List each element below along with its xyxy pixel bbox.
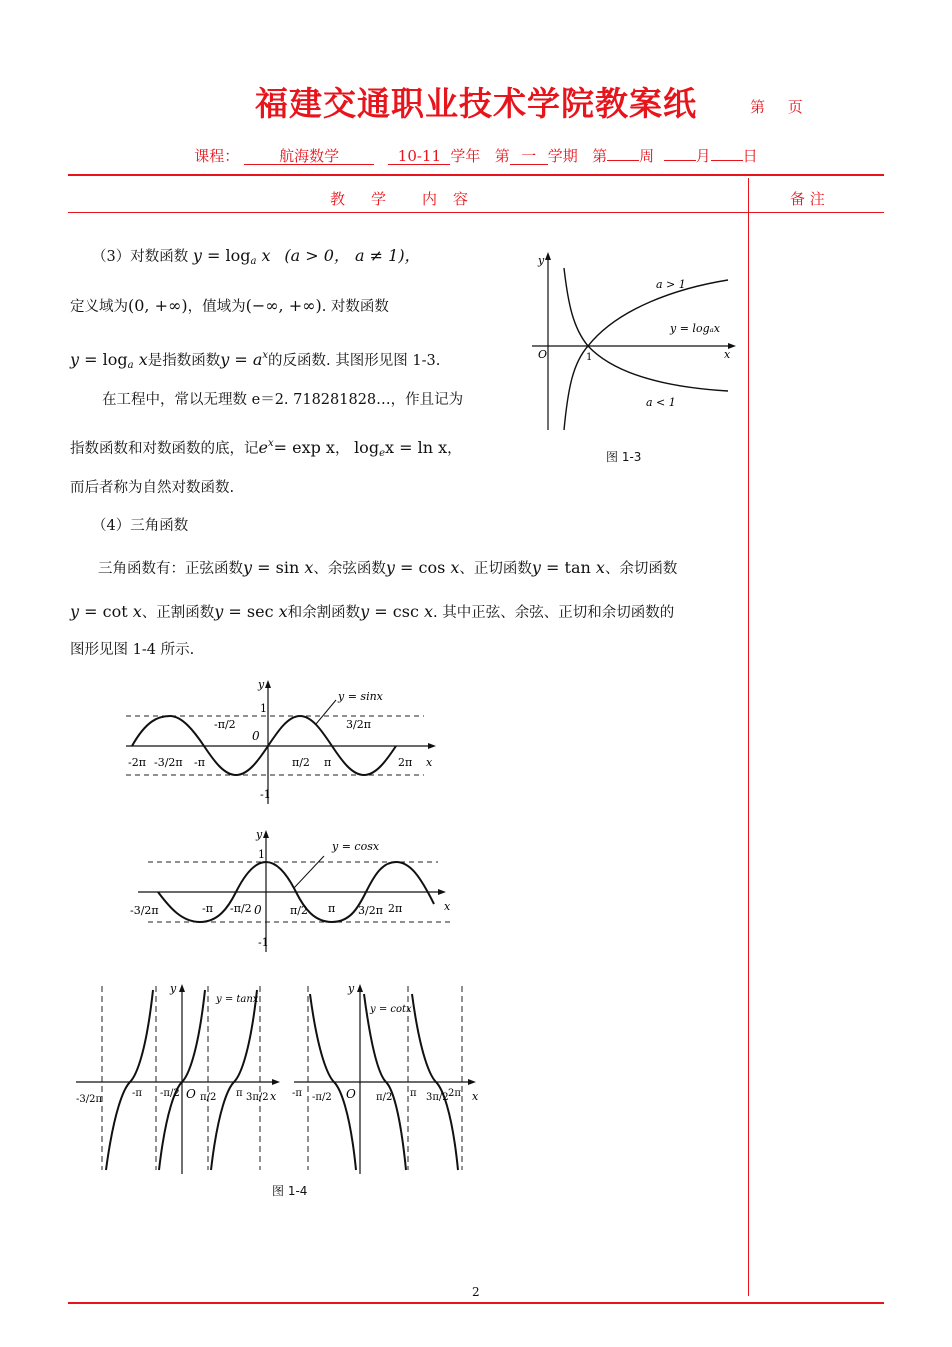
cos-origin: 0	[254, 903, 262, 917]
formula-domain: (0, +∞)	[128, 296, 188, 315]
page-number: 2	[472, 1285, 480, 1299]
sin-tick: π/2	[292, 756, 310, 769]
formula-sin: y = sin x	[243, 558, 314, 577]
header-char: 容	[453, 190, 469, 208]
text: （3）对数函数	[92, 249, 189, 265]
sin-curve-label: y = sinx	[338, 690, 383, 703]
cot-tick: 2π	[448, 1088, 461, 1099]
month-blank	[664, 160, 696, 161]
fig13-x-label: x	[724, 348, 731, 361]
fig13-a-lt: a < 1	[646, 396, 676, 409]
tan-tick: π/2	[200, 1092, 217, 1103]
cos-tick: π	[328, 902, 336, 915]
week-prefix: 第	[592, 147, 608, 165]
formula-exp: $y = a^x$	[220, 350, 269, 369]
header-char: 学	[371, 190, 387, 208]
header-rule-bottom	[68, 212, 884, 213]
course-label: 课程：	[194, 147, 240, 165]
fig14-caption: 图 1-4	[272, 1184, 308, 1198]
cos-tick: -3/2π	[130, 904, 159, 917]
sin-tick: -π/2	[214, 718, 236, 731]
para-domain	[70, 296, 389, 317]
para-log-function	[92, 246, 421, 272]
figure-1-4-cos	[118, 828, 458, 956]
text: 、余切函数	[604, 561, 678, 577]
text: 三角函数有：正弦函数	[98, 561, 243, 577]
cos-tick: π/2	[290, 904, 308, 917]
sin-tick: -π	[194, 756, 205, 769]
cot-x-label: x	[472, 1090, 479, 1103]
course-line	[0, 145, 952, 166]
para-e-notation	[70, 434, 462, 464]
header-char: 内	[422, 190, 438, 208]
tan-origin: O	[186, 1087, 196, 1101]
fig13-a-gt: a > 1	[656, 278, 686, 291]
sin-tick: -3/2π	[154, 756, 183, 769]
cot-tick: π	[410, 1088, 417, 1099]
text: 和余割函数	[287, 605, 361, 621]
cot-tick: 3π/2	[426, 1092, 449, 1103]
text: 、余弦函数	[313, 561, 386, 577]
header-char: 教	[330, 190, 346, 208]
header-rule-top	[68, 174, 884, 176]
footer-rule	[68, 1302, 884, 1304]
cot-y-label: y	[348, 982, 355, 995]
term-value: 一	[510, 148, 548, 165]
fig13-caption: 图 1-3	[606, 450, 642, 464]
tan-curve-label: y = tanx	[216, 994, 259, 1005]
tan-tick: π	[236, 1088, 243, 1099]
text: . 其中正弦、余弦、正切和余切函数的	[433, 605, 675, 621]
figure-1-4-cot	[290, 980, 490, 1176]
cot-tick: π/2	[376, 1092, 393, 1103]
day-blank	[711, 160, 743, 161]
para-natural-log: 而后者称为自然对数函数.	[70, 480, 235, 496]
cos-tick: 3/2π	[358, 904, 383, 917]
fig13-curve-label: y = logₐx	[670, 322, 720, 335]
para-trig-heading: （4）三角函数	[92, 518, 189, 534]
formula-cot: y = cot x	[70, 602, 142, 621]
text: . 对数函数	[321, 299, 389, 315]
sin-tick: 3/2π	[346, 718, 371, 731]
month-label: 月	[695, 147, 711, 165]
cot-origin: O	[346, 1087, 356, 1101]
sin-tick: -2π	[128, 756, 146, 769]
para-e-intro: 在工程中，常以无理数 e＝2. 718281828…，作且记为	[102, 392, 464, 408]
year-value: 10-11	[388, 148, 450, 165]
notes-column-divider	[748, 178, 749, 1296]
tan-tick: -π/2	[160, 1088, 180, 1099]
cos-neg-one: -1	[258, 936, 269, 949]
formula-cos: y = cos x	[385, 558, 460, 577]
text: 是指数函数	[147, 353, 221, 369]
page-label: 第 页	[750, 98, 803, 116]
text: 指数函数和对数函数的底，记	[70, 441, 259, 457]
formula-range: (−∞, +∞)	[245, 296, 322, 315]
formula-sec: y = sec x	[214, 602, 288, 621]
sin-tick: π	[324, 756, 332, 769]
week-blank	[607, 160, 639, 161]
sin-y-label: y	[258, 678, 265, 691]
notes-column-header: 备 注	[790, 190, 825, 208]
formula-condition: (a > 0， a ≠ 1)，	[284, 246, 421, 265]
sin-tick: 2π	[398, 756, 413, 769]
fig13-y-label: y	[538, 254, 545, 267]
para-figure-ref: 图形见图 1-4 所示.	[70, 642, 195, 658]
tan-x-label: x	[270, 1090, 277, 1103]
text: 、正切函数	[459, 561, 532, 577]
week-label: 周	[639, 147, 655, 165]
para-trig-list-2	[70, 602, 674, 623]
para-trig-list	[98, 558, 677, 579]
formula-csc: y = csc x	[360, 602, 434, 621]
course-value: 航海数学	[244, 148, 374, 165]
cos-tick: 2π	[388, 902, 403, 915]
text: 定义域为	[70, 299, 128, 315]
tan-tick: -π	[132, 1088, 142, 1099]
text: 的反函数. 其图形见图 1-3.	[268, 353, 441, 369]
sin-origin: 0	[252, 729, 260, 743]
tan-tick: 3π/2	[246, 1092, 269, 1103]
cos-tick: -π/2	[230, 902, 252, 915]
text: ，	[334, 441, 350, 457]
text: ，	[447, 441, 462, 457]
term-label: 学期	[547, 147, 578, 165]
formula-exp-def: = exp x	[273, 438, 335, 457]
figure-1-3	[528, 248, 740, 438]
para-inverse	[70, 346, 440, 376]
cot-tick: -π	[292, 1088, 302, 1099]
cos-one-label: 1	[258, 848, 265, 861]
figure-1-4-sin	[124, 676, 444, 806]
cos-tick: -π	[202, 902, 213, 915]
day-label: 日	[742, 147, 758, 165]
page-title: 福建交通职业技术学院教案纸	[255, 84, 697, 123]
formula-log-2: $y = \log_a x$	[70, 350, 148, 371]
content-column-header	[330, 188, 468, 209]
cot-curve-label: y = cotx	[370, 1004, 412, 1015]
tan-tick: -3/2π	[76, 1094, 103, 1105]
sin-x-label: x	[426, 756, 433, 769]
cos-x-label: x	[444, 900, 451, 913]
fig13-origin: O	[538, 348, 548, 361]
text: 、正割函数	[141, 605, 215, 621]
sin-neg-one: -1	[260, 788, 271, 801]
figure-1-4-tan	[70, 980, 292, 1176]
cos-curve-label: y = cosx	[332, 840, 380, 853]
sin-one-label: 1	[260, 702, 267, 715]
formula-log-e: $\log_e$	[354, 438, 385, 459]
formula-tan: y = tan x	[531, 558, 605, 577]
tan-y-label: y	[170, 982, 177, 995]
fig13-one: 1	[586, 352, 593, 363]
year-label: 学年	[450, 147, 481, 165]
formula-ln-def: x = ln x	[384, 438, 448, 457]
formula-log: $y = \log_a x$	[192, 246, 271, 267]
term-prefix: 第	[494, 147, 510, 165]
cos-y-label: y	[256, 828, 263, 841]
text: ，值域为	[187, 299, 246, 315]
formula-e: $e^x$	[258, 438, 274, 457]
cot-tick: -π/2	[312, 1092, 332, 1103]
